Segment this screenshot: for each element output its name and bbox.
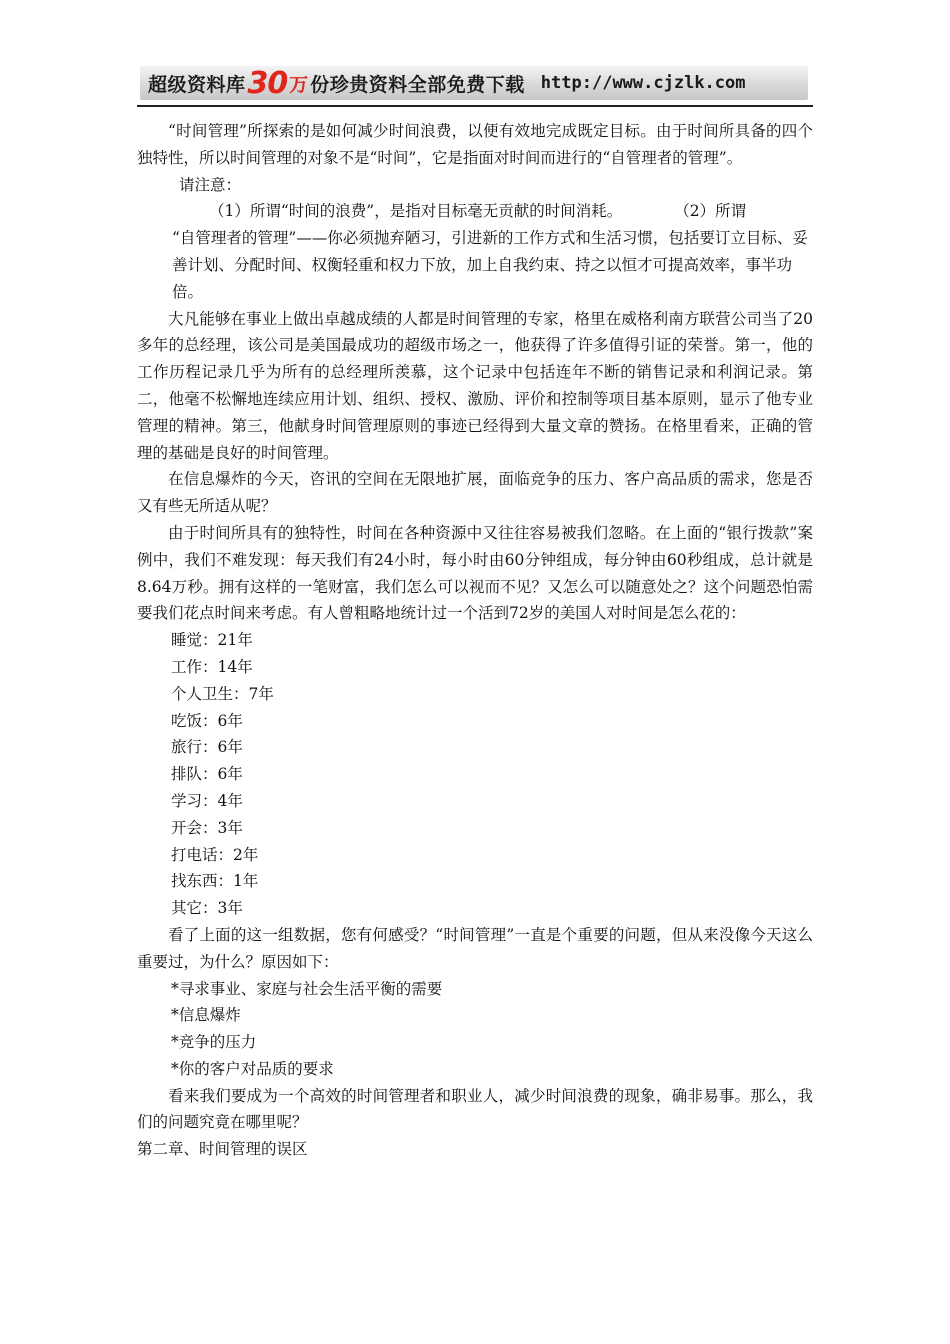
banner-wan: 万 — [289, 73, 309, 96]
list-item: 个人卫生：7年 — [171, 684, 274, 703]
paragraph-gary: 大凡能够在事业上做出卓越成绩的人都是时间管理的专家，格里在威格利南方联营公司当了20多年的总经理，该公司是美国最成功的超级市场之一，他获得了许多值得引证的荣誉。第一，他的工作历程记录几乎为所有的总经理所羡慕，这个记录中包括连年不断的销售记录和利润记录。第二，他毫不松懈地连续应用计划、组织、授权、激励、评价和控制等项目基本原则，显示了他专业管理的精神。第三，他献身时间管理原则的事迹已经得到大量文章的赞扬。在格里看来，正确的管理的基础是良好的时间管理。 — [137, 309, 813, 462]
list-item: 工作：14年 — [171, 657, 253, 676]
paragraph-conclusion: 看来我们要成为一个高效的时间管理者和职业人，减少时间浪费的现象，确非易事。那么，我们的问题究竟在哪里呢？ — [137, 1086, 813, 1132]
note-item-1: （1）所谓“时间的浪费”，是指对目标毫无贡献的时间消耗。 — [209, 202, 623, 221]
banner-url: http://www.cjzlk.com — [540, 73, 746, 93]
list-item: 吃饭：6年 — [171, 711, 243, 730]
note-item-2-rest: “自管理者的管理”——你必须抛弃陋习，引进新的工作方式和生活习惯，包括要订立目标、妥善计划、分配时间、权衡轻重和权力下放，加上自我约束、持之以恒才可提高效率，事半功倍。 — [172, 229, 808, 301]
list-item: 找东西：1年 — [171, 872, 259, 891]
note-label: 请注意： — [179, 175, 242, 194]
reasons-list — [137, 976, 813, 1083]
list-item: *寻求事业、家庭与社会生活平衡的需要 — [171, 979, 443, 998]
list-item: 其它：3年 — [171, 899, 243, 918]
list-item: 睡觉：21年 — [171, 631, 253, 650]
banner-title-part1: 超级资料库 — [148, 73, 246, 96]
paragraph-information: 在信息爆炸的今天，咨讯的空间在无限地扩展，面临竞争的压力、客户高品质的需求，您是否又有些无所适从呢？ — [137, 470, 813, 516]
banner-number: 30 — [247, 65, 288, 101]
paragraph-feelings: 看了上面的这一组数据，您有何感受？“时间管理”一直是个重要的问题，但从来没像今天这么重要过，为什么？原因如下： — [137, 925, 813, 971]
list-item: 旅行：6年 — [171, 738, 243, 757]
header-divider — [137, 105, 813, 107]
list-item: 排队：6年 — [171, 765, 243, 784]
paragraph-intro: “时间管理”所探索的是如何减少时间浪费，以便有效地完成既定目标。由于时间所具备的四个独特性，所以时间管理的对象不是“时间”，它是指面对时间而进行的“自管理者的管理”。 — [137, 122, 813, 167]
list-item: 打电话：2年 — [171, 845, 259, 864]
paragraph-time-resource: 由于时间所具有的独特性，时间在各种资源中又往往容易被我们忽略。在上面的“银行拨款”案例中，我们不难发现：每天我们有24小时，每小时由60分钟组成，每分钟由60秒组成，总计就是8.64万秒。拥有这样的一笔财富，我们怎么可以视而不见？又怎么可以随意处之？这个问题恐怕需要我们花点时间来考虑。有人曾粗略地统计过一个活到72岁的美国人对时间是怎么花的： — [137, 523, 813, 623]
list-item: 学习：4年 — [171, 791, 243, 810]
note-item-2-start: （2）所谓 — [674, 202, 747, 221]
header-banner — [140, 66, 808, 100]
list-item: *你的客户对品质的要求 — [171, 1059, 334, 1078]
banner-title-part2: 份珍贵资料全部免费下载 — [310, 73, 525, 96]
time-usage-list — [137, 627, 813, 922]
list-item: *竞争的压力 — [171, 1033, 257, 1052]
document-body — [137, 118, 813, 1163]
list-item: 开会：3年 — [171, 818, 243, 837]
note-line — [137, 198, 813, 225]
list-item: *信息爆炸 — [171, 1006, 241, 1025]
chapter-heading: 第二章、时间管理的误区 — [137, 1140, 308, 1159]
